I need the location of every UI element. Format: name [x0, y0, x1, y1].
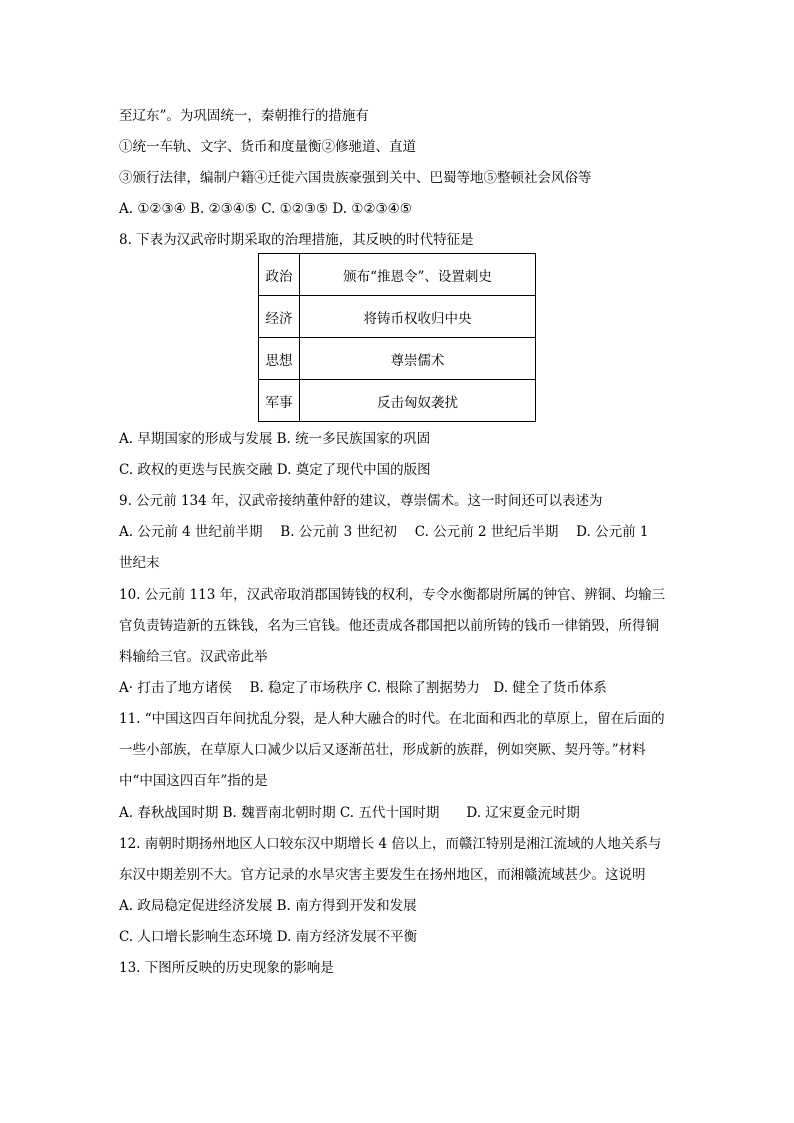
q9-stem: 9. 公元前 134 年，汉武帝接纳董仲舒的建议，尊崇儒术。这一时间还可以表述为 [119, 493, 603, 509]
table-cell-measure: 反击匈奴袭扰 [300, 380, 536, 422]
q10-stem-line-1: 10. 公元前 113 年，汉武帝取消郡国铸钱的权利，专令水衡都尉所属的钟官、辨铜、均输三 [119, 587, 666, 603]
table-cell-measure: 尊崇儒术 [300, 338, 536, 380]
q10-stem-line-3: 料输给三官。汉武帝此举 [119, 649, 268, 665]
table-row [259, 254, 536, 296]
q13-stem: 13. 下图所反映的历史现象的影响是 [119, 960, 334, 976]
table-row [259, 380, 536, 422]
table-cell-category: 政治 [259, 254, 300, 296]
q8-options-line-1: A. 早期国家的形成与发展 B. 统一多民族国家的巩固 [119, 431, 431, 447]
q11-options: A. 春秋战国时期 B. 魏晋南北朝时期 C. 五代十国时期 D. 辽宋夏金元时期 [119, 805, 580, 821]
table-row [259, 338, 536, 380]
q12-stem-line-1: 12. 南朝时期扬州地区人口较东汉中期增长 4 倍以上，而赣江特别是湘江流域的人地关系与 [119, 836, 662, 852]
table-cell-category: 军事 [259, 380, 300, 422]
q7-stem-tail: 至辽东”。为巩固统一，秦朝推行的措施有 [119, 108, 369, 124]
q10-options: A· 打击了地方诸侯 B. 稳定了市场秩序 C. 根除了割据势力 D. 健全了货币体系 [119, 680, 607, 696]
q9-options-line-2: 世纪末 [119, 555, 160, 571]
q12-stem-line-2: 东汉中期差别不大。官方记录的水旱灾害主要发生在扬州地区，而湘赣流域甚少。这说明 [119, 867, 646, 883]
q7-item-line-2: ③颁行法律，编制户籍④迁徙六国贵族豪强到关中、巴蜀等地⑤整顿社会风俗等 [119, 170, 592, 186]
q7-options: A. ①②③④ B. ②③④⑤ C. ①②③⑤ D. ①②③④⑤ [119, 201, 412, 217]
q8-measures-table [258, 253, 536, 422]
q8-options-line-2: C. 政权的更迭与民族交融 D. 奠定了现代中国的版图 [119, 462, 431, 478]
q9-options-line-1: A. 公元前 4 世纪前半期 B. 公元前 3 世纪初 C. 公元前 2 世纪后半期 D. 公元前 1 [119, 524, 649, 540]
q11-stem-line-1: 11. “中国这四百年间扰乱分裂，是人种大融合的时代。在北面和西北的草原上，留在后面的 [119, 711, 665, 727]
q12-options-line-2: C. 人口增长影响生态环境 D. 南方经济发展不平衡 [119, 929, 418, 945]
table-row [259, 296, 536, 338]
q11-stem-line-2: 一些小部族，在草原人口减少以后又逐渐茁壮，形成新的族群，例如突厥、契丹等。”材料 [119, 742, 646, 758]
table-cell-category: 思想 [259, 338, 300, 380]
q8-stem: 8. 下表为汉武帝时期采取的治理措施，其反映的时代特征是 [119, 232, 474, 248]
q7-item-line-1: ①统一车轨、文字、货币和度量衡②修驰道、直道 [119, 139, 416, 155]
q10-stem-line-2: 官负责铸造新的五铢钱，名为三官钱。他还责成各郡国把以前所铸的钱币一律销毁，所得铜 [119, 618, 659, 634]
table-cell-measure: 将铸币权收归中央 [300, 296, 536, 338]
q11-stem-line-3: 中“中国这四百年”指的是 [119, 773, 268, 789]
table-cell-measure: 颁布“推恩令”、设置刺史 [300, 254, 536, 296]
table-cell-category: 经济 [259, 296, 300, 338]
q12-options-line-1: A. 政局稳定促进经济发展 B. 南方得到开发和发展 [119, 898, 417, 914]
